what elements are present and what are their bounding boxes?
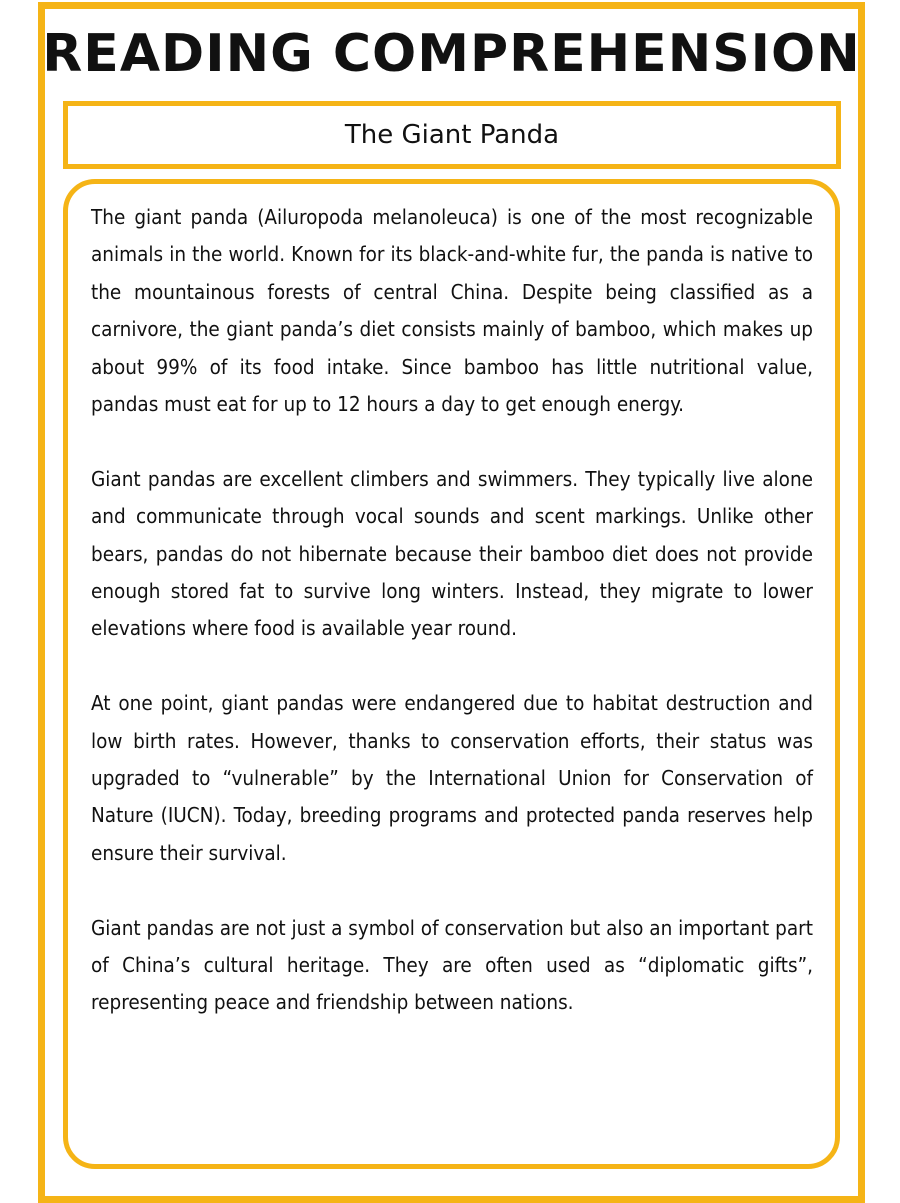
paragraph-4: Giant pandas are not just a symbol of conservation but also an important part of China’s cultural heritage. They are often used as “diplomatic gifts”, representing peace and friendship between nations.: [91, 915, 813, 1015]
subtitle-box: [63, 101, 841, 169]
paragraph-2: Giant pandas are excellent climbers and swimmers. They typically live alone and communicate through vocal sounds and scent markings. Unlike other bears, pandas do not hibernate because their bamboo diet does not provide enough stored fat to survive long winters. Instead, they migrate to lower elevations where food is available year round.: [91, 466, 813, 641]
passage-text: [91, 199, 813, 1022]
paragraph-1: The giant panda (Ailuropoda melanoleuca) is one of the most recognizable animals in the world. Known for its black-and-white fur, the panda is native to the mountainous forests of central China. Despite being classified as a carnivore, the giant panda’s diet consists mainly of bamboo, which makes up about 99% of its food intake. Since bamboo has little nutritional value, pandas must eat for up to 12 hours a day to get enough energy.: [91, 205, 813, 417]
passage-title: The Giant Panda: [344, 120, 560, 150]
worksheet-title: READING COMPREHENSION: [42, 24, 861, 84]
passage-box: [63, 179, 840, 1169]
paragraph-3: At one point, giant pandas were endangered due to habitat destruction and low birth rates. However, thanks to conservation efforts, their status was upgraded to “vulnerable” by the International Union for Conservation of Nature (IUCN). Today, breeding programs and protected panda reserves help ensure their survival.: [91, 691, 813, 865]
